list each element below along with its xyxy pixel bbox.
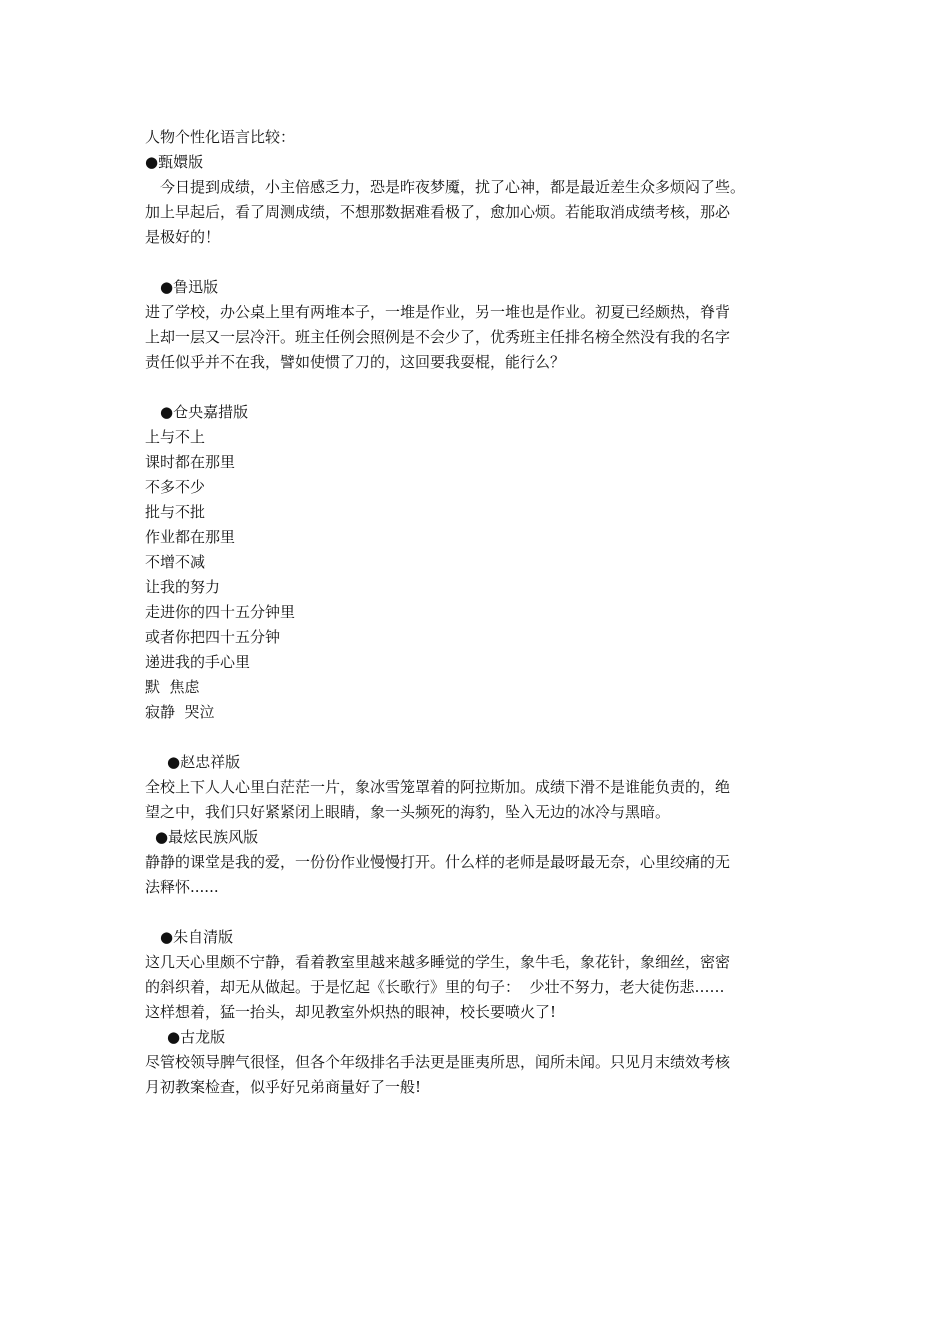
blank-line — [145, 725, 815, 750]
poem-line: 上与不上 — [145, 428, 206, 446]
paragraph-line: 这几天心里颇不宁静，看着教室里越来越多睡觉的学生，象牛毛，象花针，象细丝，密密 — [145, 953, 731, 971]
section-body-zhuziqing — [145, 950, 815, 1025]
section-heading-cangyang: ●仓央嘉措版 — [160, 403, 249, 421]
poem-line: 课时都在那里 — [145, 453, 236, 471]
poem-line: 走进你的四十五分钟里 — [145, 603, 296, 621]
section-body-zhaozhongxiang — [145, 775, 815, 825]
paragraph-line: 尽管校领导脾气很怪，但各个年级排名手法更是匪夷所思，闻所未闻。只见月末绩效考核 — [145, 1053, 731, 1071]
poem-line: 默 焦虑 — [145, 678, 200, 696]
poem-line: 不增不减 — [145, 553, 206, 571]
poem-line: 寂静 哭泣 — [145, 703, 215, 721]
paragraph-line: 静静的课堂是我的爱，一份份作业慢慢打开。什么样的老师是最呀最无奈，心里绞痛的无 — [145, 853, 731, 871]
section-heading-gulong: ●古龙版 — [167, 1028, 226, 1046]
poem-line: 或者你把四十五分钟 — [145, 628, 281, 646]
document-body — [145, 125, 815, 1100]
section-body-zuixuan — [145, 850, 815, 900]
section-heading-zuixuan: ●最炫民族风版 — [155, 828, 259, 846]
paragraph-line: 责任似乎并不在我，譬如使惯了刀的，这回要我耍棍，能行么？ — [145, 353, 566, 371]
section-body-cangyang — [145, 425, 815, 725]
section-heading-luxun: ●鲁迅版 — [160, 278, 219, 296]
paragraph-line: 望之中，我们只好紧紧闭上眼睛，象一头频死的海豹，坠入无边的冰冷与黑暗。 — [145, 803, 671, 821]
paragraph-line: 的斜织着，却无从做起。于是忆起《长歌行》里的句子： 少壮不努力，老大徒伤悲…… — [145, 978, 725, 996]
blank-line — [145, 250, 815, 275]
section-heading-zhaozhongxiang: ●赵忠祥版 — [167, 753, 241, 771]
poem-line: 让我的努力 — [145, 578, 221, 596]
poem-line: 作业都在那里 — [145, 528, 236, 546]
blank-line — [145, 375, 815, 400]
section-body-luxun — [145, 300, 815, 375]
section-heading-zhuziqing: ●朱自清版 — [160, 928, 234, 946]
paragraph-line: 是极好的！ — [145, 228, 221, 246]
poem-line: 批与不批 — [145, 503, 206, 521]
paragraph-line: 加上早起后，看了周测成绩，不想那数据难看极了，愈加心烦。若能取消成绩考核，那必 — [145, 203, 731, 221]
poem-line: 不多不少 — [145, 478, 206, 496]
intro-title: 人物个性化语言比较： — [145, 128, 296, 146]
section-body-gulong — [145, 1050, 815, 1100]
paragraph-line: 今日提到成绩，小主倍感乏力，恐是昨夜梦魇，扰了心神，都是最近差生众多烦闷了些。 — [145, 178, 746, 196]
section-heading-zhenhuan: ●甄嬛版 — [145, 153, 204, 171]
paragraph-line: 进了学校，办公桌上里有两堆本子，一堆是作业，另一堆也是作业。初夏已经颇热，脊背 — [145, 303, 731, 321]
paragraph-line: 法释怀...... — [145, 878, 219, 896]
paragraph-line: 全校上下人人心里白茫茫一片，象冰雪笼罩着的阿拉斯加。成绩下滑不是谁能负责的，绝 — [145, 778, 731, 796]
blank-line — [145, 900, 815, 925]
poem-line: 递进我的手心里 — [145, 653, 251, 671]
section-body-zhenhuan — [145, 175, 815, 250]
paragraph-line: 月初教案检查，似乎好兄弟商量好了一般! — [145, 1078, 422, 1096]
paragraph-line: 上却一层又一层冷汗。班主任例会照例是不会少了，优秀班主任排名榜全然没有我的名字 — [145, 328, 731, 346]
paragraph-line: 这样想着，猛一抬头，却见教室外炽热的眼神，校长要喷火了! — [145, 1003, 557, 1021]
